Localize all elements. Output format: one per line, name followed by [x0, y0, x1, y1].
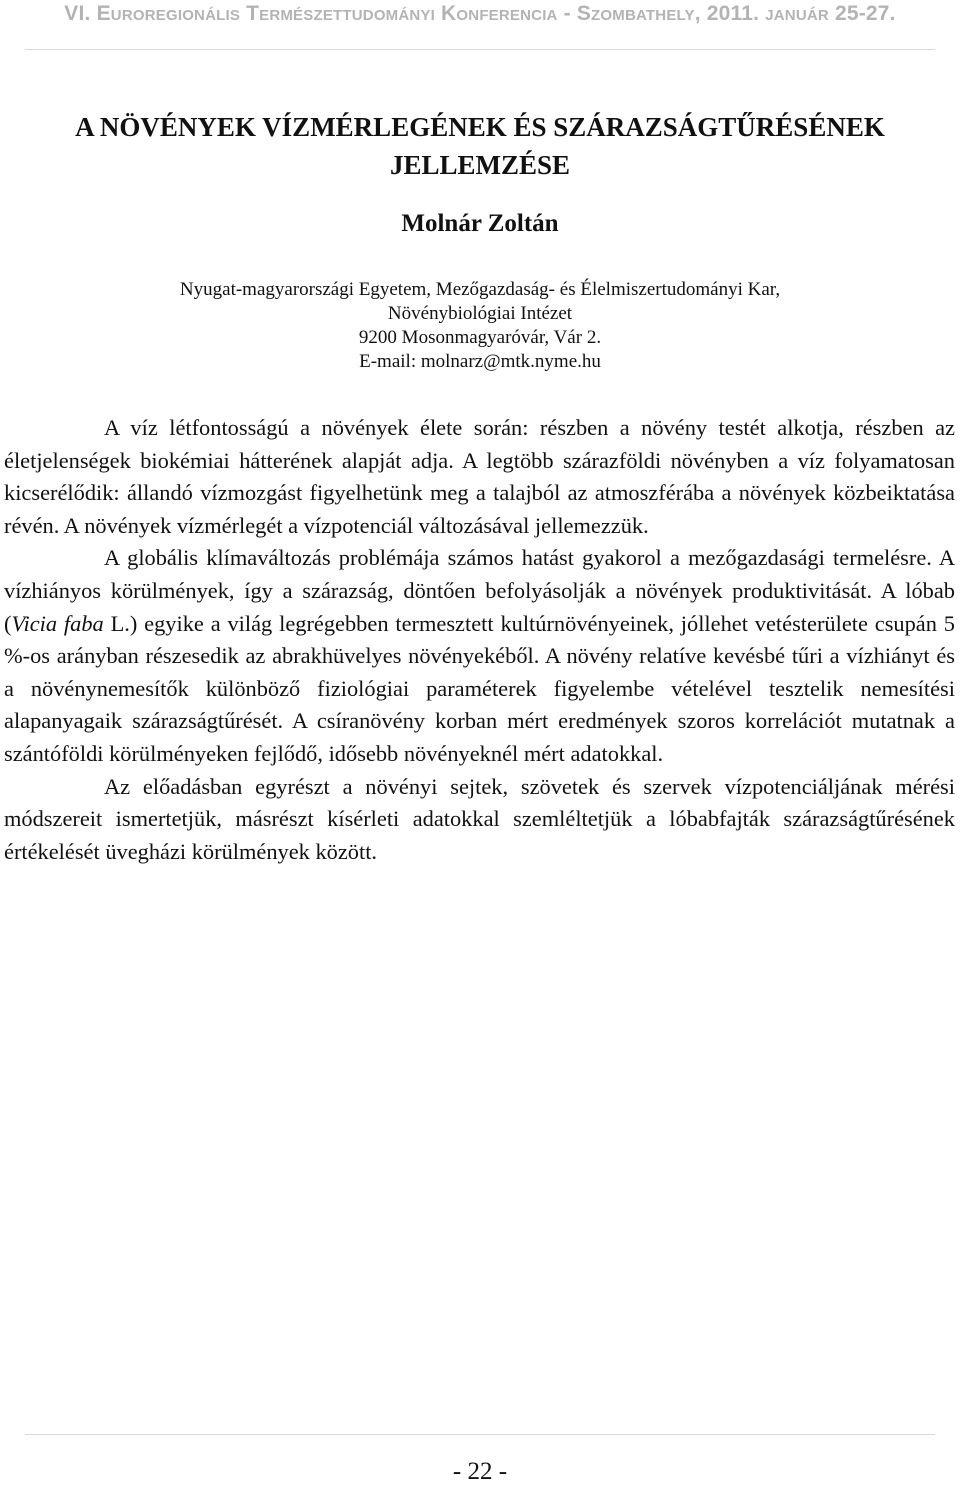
header-rule — [25, 49, 935, 50]
affiliation-email: E-mail: molnarz@mtk.nyme.hu — [359, 351, 601, 372]
affiliation-block — [0, 278, 960, 374]
page-number: - 22 - — [452, 1458, 508, 1485]
abstract-paragraph-1: A víz létfontosságú a növények élete során: részben a növény testét alkotja, részben az életjelenségek biokémiai hátterének alapját adja. A legtöbb szárazföldi növényben a víz folyamatosan kicserélődik: állandó vízmozgást figyelhetünk meg a talajból az atmoszférába a növények közbeiktatása révén. A növények vízmérlegét a vízpotenciál változásával jellemezzük. — [4, 415, 955, 538]
abstract-paragraph-2 — [4, 542, 955, 770]
affiliation-university: Nyugat-magyarországi Egyetem, Mezőgazdaság- és Élelmiszertudományi Kar, — [179, 279, 781, 300]
author-name: Molnár Zoltán — [401, 210, 559, 237]
title-line-2: JELLEMZÉSE — [389, 150, 571, 180]
paper-title — [20, 108, 940, 184]
abstract-paragraph-3: Az előadásban egyrészt a növényi sejtek, szövetek és szervek vízpotenciáljának mérési módszereit ismertetjük, másrészt kísérleti adatokkal szemléltetjük a lóbabfajták szárazságtűrésének értékelését üvegházi körülmények között. — [4, 773, 955, 864]
conference-header — [0, 2, 960, 26]
footer-rule — [25, 1434, 935, 1435]
header-conference-name: Euroregionális Természettudományi Konferencia - Szombathely, 2011. január 25-27. — [96, 2, 896, 25]
affiliation-institute: Növénybiológiai Intézet — [387, 303, 573, 324]
paragraph-2-text-b: L.) egyike a világ legrégebben termesztett kultúrnövényeinek, jóllehet vetésterülete csupán 5 %-os arányban részesedik az abrakhüvelyes növényekéből. A növény relatíve kevésbé tűri a vízhiányt és a növénynemesítők különböző fiziológiai paraméterek figyelembe vételével tesztelik nemesítési alapanyagaik szárazságtűrését. A csíranövény korban mért eredmények szoros korrelációt mutatnak a szántóföldi körülményeken fejlődő, idősebb növényeknél mért adatokkal. — [4, 610, 955, 766]
header-prefix: VI. — [64, 2, 97, 25]
affiliation-address: 9200 Mosonmagyaróvár, Vár 2. — [358, 327, 602, 348]
title-line-1: A NÖVÉNYEK VÍZMÉRLEGÉNEK ÉS SZÁRAZSÁGTŰRÉSÉNEK — [75, 112, 885, 142]
paragraph-2-text-a: A globális klímaváltozás problémája számos hatást gyakorol a mezőgazdasági termelésre. A vízhiányos körülmények, így a szárazság, döntően befolyásolják a növények produktivitását. A lóbab ( — [4, 545, 955, 636]
species-name: Vicia faba — [11, 610, 104, 636]
abstract-body — [4, 412, 955, 868]
